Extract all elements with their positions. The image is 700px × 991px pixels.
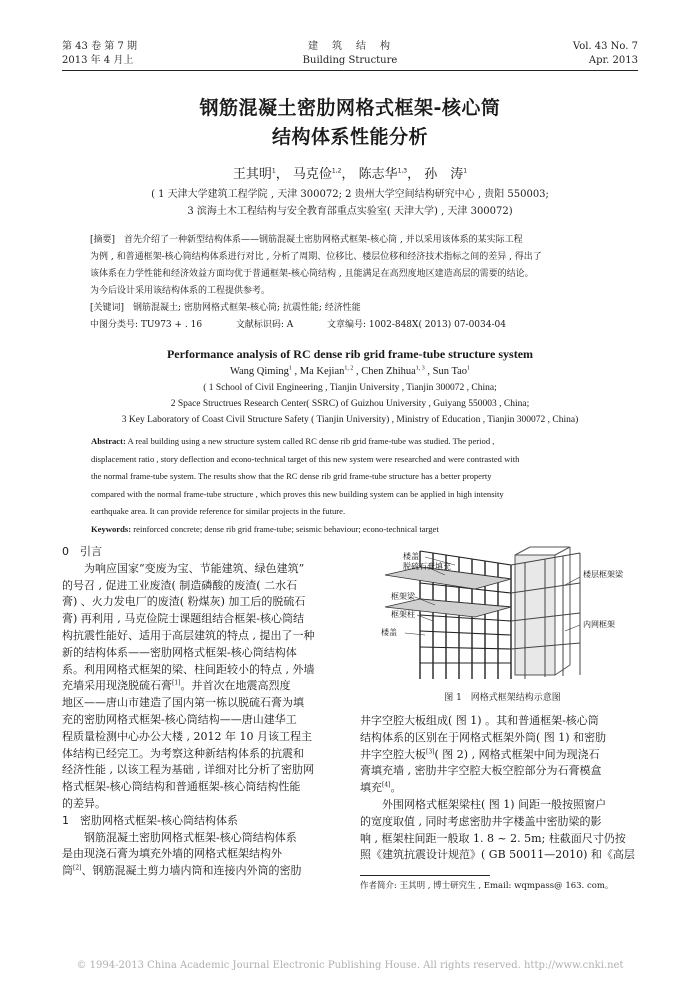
- citation[interactable]: [3]: [426, 747, 435, 755]
- affiliation-en-2: 2 Space Structrues Research Center( SSRC) of Guizhou University , Guiyang 550003 , China;: [170, 399, 530, 409]
- section-title: 密肋网格式框架-核心筒结构体系: [80, 813, 238, 827]
- affiliation-en-1: ( 1 School of Civil Engineering , Tianjin University , Tianjin 300072 , China;: [203, 383, 497, 393]
- affiliation-en-3: 3 Key Laboratory of Coast Civil Structure Safety ( Tianjin University) , Ministry of Education , Tianjin 300072 , China): [121, 415, 579, 425]
- fig-label-story-beam: 楼层框架梁: [583, 570, 623, 579]
- author-en-name: Wang Qiming: [229, 366, 289, 377]
- author-en-name: Ma Kejian: [299, 366, 345, 377]
- body-line: 系。利用网格式框架的梁、柱间距较小的特点 , 外墙: [62, 662, 315, 676]
- header-rule: [62, 70, 638, 71]
- fig-label-gypsum: 脱硫石膏填充: [403, 562, 451, 571]
- abstract-en-line: displacement ratio , story deflection and econo-technical target of this new system were researched and were contrasted with: [91, 453, 520, 464]
- footnote: 作者简介: 王其明 , 博士研究生 , Email: wqmpass@ 163. com。: [360, 881, 614, 891]
- abstract-en-line: compared with the normal frame-tube structure , which proves this new building system can be applied in high intensity: [91, 488, 504, 499]
- left-column: [62, 544, 345, 880]
- author-en-sup: 1, 2: [344, 365, 354, 372]
- title-en: Performance analysis of RC dense rib grid frame-tube structure system: [166, 347, 534, 361]
- abstract-en: [91, 433, 611, 539]
- body-line: 经济性能 , 以该工程为基础 , 详细对比分析了密肋网: [62, 763, 314, 777]
- body-line: 的宽度取值 , 同时考虑密肋井字楼盖中密肋梁的影: [360, 814, 602, 828]
- abstract-cn-line: 为例 , 和普通框架-核心筒结构体系进行对比 , 分析了周期、位移比、楼层位移和经济技术指标之间的差异 , 得出了: [90, 252, 542, 262]
- citation[interactable]: [1]: [172, 679, 181, 687]
- header-date: 2013 年 4 月上: [62, 55, 134, 66]
- author-en-name: Sun Tao: [432, 366, 468, 377]
- body-line: 格式框架-核心筒结构和普通框架-核心筒结构性能: [62, 780, 301, 794]
- author-en-sup: 1: [467, 365, 471, 372]
- body-line: 钢筋混凝土密肋网格式框架-核心筒结构体系: [84, 830, 297, 844]
- body-line: 照《建筑抗震设计规范》( GB 50011—2010) 和《高层: [360, 848, 635, 862]
- body-line: 充墙采用现浇脱硫石膏[1]。并首次在地震高烈度: [62, 679, 291, 693]
- author-en-name: Chen Zhihua: [361, 366, 416, 377]
- fig-label-column: 框架柱: [391, 610, 415, 619]
- header-volume-en: Vol. 43 No. 7: [572, 41, 638, 52]
- abstract-en-line: the normal frame-tube system. The results show that the RC dense rib grid frame-tube structure has a better property: [91, 471, 492, 482]
- body-line: 外围网格式框架梁柱( 图 1) 间距一般按照窗户: [382, 797, 607, 811]
- author-name: 马克俭: [292, 167, 332, 182]
- author-en-sup: 1, 3: [415, 365, 425, 372]
- fig-label-floor: 楼盖: [403, 552, 419, 561]
- affiliation-cn-2: 3 滨海土木工程结构与安全教育部重点实验室( 天津大学) , 天津 300072): [187, 206, 513, 217]
- page-title-line1: 钢筋混凝土密肋网格式框架-核心筒: [199, 97, 501, 119]
- body-line: 井字空腔大板[3]( 图 2) , 网格式框架中间为现浇石: [360, 747, 600, 761]
- abstract-cn: [90, 232, 610, 334]
- grid-frame-illustration: [365, 545, 640, 685]
- citation[interactable]: [4]: [382, 781, 391, 789]
- authors-cn: 王其明$^1$， 马克俭$^{1,2}$， 陈志华$^{1,3}$， 孙 涛$^1$: [232, 167, 468, 182]
- authors-en: Wang Qiming$^1$ , Ma Kejian$^{1, 2}$ , Chen Zhihua$^{1, 3}$ , Sun Tao$^1$: [229, 365, 471, 377]
- header-date-en: Apr. 2013: [588, 55, 638, 66]
- keywords-cn: 钢筋混凝土; 密肋网格式框架-核心筒; 抗震性能; 经济性能: [133, 303, 361, 313]
- body-line: 膏) 再利用 , 马克俭院士课题组结合框架-核心筒结: [62, 612, 304, 626]
- keywords-en: reinforced concrete; dense rib grid frame-tube; seismic behaviour; econo-technical target: [133, 523, 439, 534]
- keywords-en-label: Keywords:: [91, 523, 132, 534]
- body-line: 新的结构体系——密肋网格式框架-核心筒结构体: [62, 645, 297, 659]
- section-number: 1: [62, 813, 69, 827]
- body-line: 井字空腔大板组成( 图 1) 。其和普通框架-核心筒: [360, 714, 599, 727]
- citation[interactable]: [2]: [73, 864, 82, 872]
- copyright-footer: © 1994-2013 China Academic Journal Electronic Publishing House. All rights reserved. http://www.cnki.net: [76, 960, 624, 971]
- author-name: 陈志华: [358, 167, 398, 182]
- header-volume: 第 43 卷 第 7 期: [62, 41, 137, 52]
- author-sup: 1,2: [331, 167, 342, 175]
- body-line: 体结构已经完工。为考察这种新结构体系的抗震和: [62, 746, 304, 760]
- affiliation-cn-1: ( 1 天津大学建筑工程学院 , 天津 300072; 2 贵州大学空间结构研究中心 , 贵阳 550003;: [151, 189, 549, 200]
- body-line: 充的密肋网格式框架-核心筒结构——唐山建华工: [62, 712, 297, 726]
- body-line: 的号召 , 促进工业废渣( 制造磷酸的废渣( 二水石: [62, 578, 298, 592]
- header-journal-cn: 建 筑 结 构: [308, 41, 392, 52]
- abstract-cn-line: 该体系在力学性能和经济效益方面均优于普通框架-核心筒结构 , 且能满足在高烈度地区建造高层的需要的结论。: [90, 269, 534, 279]
- body-line: 响 , 框架柱间距一般取 1. 8 ~ 2. 5m; 柱截面尺寸仍按: [360, 831, 626, 845]
- body-line: 膏填充墙 , 密肋井字空腔大板空腔部分为石膏模盒: [360, 764, 602, 778]
- page-title-line2: 结构体系性能分析: [271, 126, 428, 148]
- footnote-rule: [360, 875, 490, 876]
- doc-code: 文献标识码: A: [235, 320, 294, 330]
- keywords-cn-label: [关键词]: [90, 303, 125, 313]
- abstract-cn-label: [摘要]: [90, 235, 116, 245]
- classification-row: [90, 317, 610, 334]
- right-column: [360, 713, 643, 864]
- section-1-heading: [62, 813, 345, 830]
- body-line: 筒[2]、钢筋混凝土剪力墙内筒和连接内外筒的密肋: [62, 864, 302, 878]
- author-sup: 1: [271, 167, 276, 175]
- clc-code: 中图分类号: TU973 + . 16: [90, 320, 203, 330]
- abstract-en-label: Abstract:: [91, 436, 126, 446]
- body-line: 是由现浇石膏为填充外墙的网格式框架结构外: [62, 847, 282, 861]
- abstract-en-line: A real building using a new structure system called RC dense rib grid frame-tube was studied. The period ,: [127, 436, 495, 446]
- figure-1-caption: 图 1 网格式框架结构示意图: [444, 693, 561, 703]
- abstract-cn-line: 首先介绍了一种新型结构体系——钢筋混凝土密肋网格式框架-核心筒 , 并以采用该体系的某实际工程: [124, 235, 523, 245]
- body-line: 填充[4]。: [360, 781, 402, 795]
- abstract-en-line: earthquake area. It can provide reference for similar projects in the future.: [91, 506, 346, 517]
- body-line: 构抗震性能好、适用于高层建筑的特点 , 提出了一种: [62, 628, 315, 642]
- body-line: 地区——唐山市建造了国内第一栋以脱硫石膏为填: [62, 696, 304, 710]
- header-journal-en: Building Structure: [302, 55, 398, 66]
- fig-label-beam: 框架梁: [391, 592, 415, 601]
- body-line: 的差异。: [62, 796, 106, 810]
- author-name: 王其明: [232, 167, 272, 182]
- body-line: 膏) 、火力发电厂的废渣( 粉煤灰) 加工后的脱硫石: [62, 595, 306, 609]
- fig-label-slab: 楼盖: [381, 628, 397, 637]
- body-line: 为响应国家“变废为宝、节能建筑、绿色建筑”: [84, 561, 305, 575]
- author-en-sup: 1: [288, 365, 292, 372]
- article-no: 文章编号: 1002-848X( 2013) 07-0034-04: [327, 320, 506, 330]
- author-sup: 1,3: [397, 167, 408, 175]
- body-line: 程质量检测中心办公大楼 , 2012 年 10 月该工程主: [62, 729, 312, 743]
- author-name: 孙 涛: [424, 167, 464, 182]
- body-line: 结构体系的区别在于网格式框架外筒( 图 1) 和密肋: [360, 730, 607, 744]
- fig-label-inner-frame: 内网框架: [583, 620, 615, 629]
- section-0-heading: [62, 544, 345, 561]
- figure-1: [365, 545, 640, 685]
- abstract-cn-line: 为今后设计采用该结构体系的工程提供参考。: [90, 286, 271, 296]
- author-sup: 1: [463, 167, 468, 175]
- section-number: 0: [62, 545, 69, 558]
- section-title: 引言: [80, 545, 102, 558]
